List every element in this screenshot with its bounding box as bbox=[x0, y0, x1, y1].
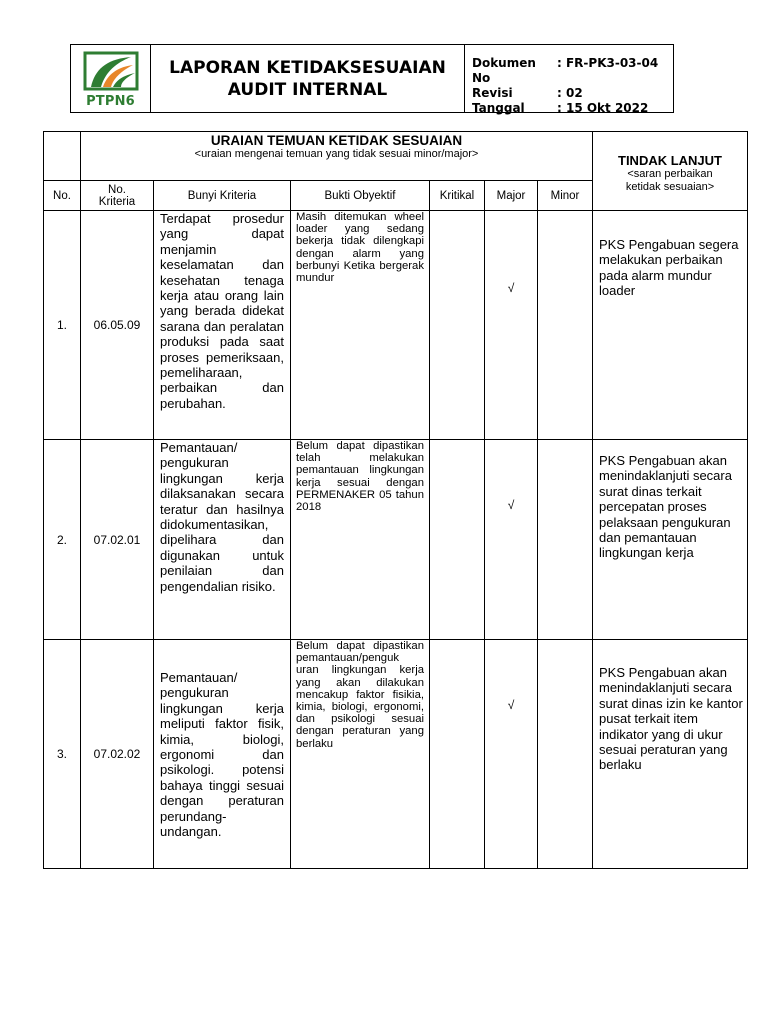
table-row bbox=[44, 640, 748, 869]
document-meta bbox=[465, 45, 673, 115]
tindak-lanjut-sub-2: ketidak sesuaian> bbox=[625, 180, 715, 193]
company-logo bbox=[71, 45, 151, 112]
tindak-lanjut-title: TINDAK LANJUT bbox=[618, 152, 722, 168]
col-header-minor: Minor bbox=[538, 181, 593, 211]
row-bukti-obyektif: Masih ditemukan wheel loader yang sedang bekerja tidak dilengkapi dengan alarm yang berbunyi Ketika bergerak mundur bbox=[291, 211, 430, 440]
meta-label: Dokumen No bbox=[472, 56, 536, 85]
col-header-bunyi: Bunyi Kriteria bbox=[154, 181, 291, 211]
section-header-row bbox=[44, 132, 748, 181]
major-check-mark: √ bbox=[507, 281, 515, 295]
row-bunyi-kriteria: Terdapat prosedur yang dapat menjamin keselamatan dan kesehatan tenaga kerja atau orang lain yang berada didekat sarana dan peralatan produksi pada saat proses pemeriksaan, pemeliharaan, perbaikan dan perubahan. bbox=[154, 211, 291, 440]
meta-label: Tanggal bbox=[472, 101, 525, 115]
tindak-lanjut-sub-1: <saran perbaikan bbox=[627, 167, 713, 180]
row-kriteria: 07.02.01 bbox=[81, 440, 154, 640]
row-tindak-lanjut bbox=[593, 640, 748, 869]
tindak-lanjut-header bbox=[593, 132, 748, 211]
meta-row-revisi bbox=[472, 86, 673, 101]
row-kritikal bbox=[430, 440, 485, 640]
row-major bbox=[485, 640, 538, 869]
row-major bbox=[485, 211, 538, 440]
major-check-mark: √ bbox=[507, 498, 515, 512]
col-header-no: No. bbox=[44, 181, 81, 211]
meta-value: : FR-PK3-03-04 bbox=[557, 56, 659, 70]
meta-value: : 02 bbox=[557, 86, 583, 100]
logo-text: PTPN6 bbox=[86, 93, 135, 109]
row-minor bbox=[538, 211, 593, 440]
row-bukti-obyektif: Belum dapat dipastikan telah melakukan pemantauan lingkungan kerja sesuai dengan PERMENAKER 05 tahun 2018 bbox=[291, 440, 430, 640]
col-header-no-kriteria-1: No. bbox=[108, 183, 126, 196]
row-bukti-obyektif: Belum dapat dipastikan pemantauan/penguk uran lingkungan kerja yang akan dilakukan mencakup faktor fisikia, kimia, biologi, ergonomi, dan psikologi sesuai dengan peraturan yang berlaku bbox=[291, 640, 430, 869]
row-kriteria: 07.02.02 bbox=[81, 640, 154, 869]
section-subtitle: <uraian mengenai temuan yang tidak sesuai minor/major> bbox=[194, 148, 479, 160]
findings-table bbox=[43, 131, 748, 869]
title-line-2: AUDIT INTERNAL bbox=[227, 79, 388, 100]
section-header bbox=[81, 132, 593, 181]
row-kritikal bbox=[430, 640, 485, 869]
col-header-no-kriteria bbox=[81, 181, 154, 211]
col-header-bukti: Bukti Obyektif bbox=[291, 181, 430, 211]
row-bunyi-kriteria: Pemantauan/ pengukuran lingkungan kerja dilaksanakan secara teratur dan hasilnya didokumentasikan, dipelihara dan digunakan untuk penilaian dan pengendalian risiko. bbox=[154, 440, 291, 640]
row-minor bbox=[538, 640, 593, 869]
table-row bbox=[44, 440, 748, 640]
tindak-lanjut-text: PKS Pengabuan akan menindaklanjuti secara surat dinas terkait percepatan proses pelaksaan pengukuran dan pemantauan lingkungan kerja bbox=[599, 453, 732, 561]
col-header-no-kriteria-2: Kriteria bbox=[98, 195, 136, 208]
row-tindak-lanjut bbox=[593, 211, 748, 440]
major-check-mark: √ bbox=[507, 698, 515, 712]
table-row bbox=[44, 211, 748, 440]
ptpn6-logo-icon bbox=[81, 49, 141, 93]
document-header bbox=[70, 44, 674, 113]
title-line-1: LAPORAN KETIDAKSESUAIAN bbox=[169, 57, 446, 78]
row-kriteria: 06.05.09 bbox=[81, 211, 154, 440]
row-number: 1. bbox=[44, 211, 81, 440]
col-header-kritikal: Kritikal bbox=[430, 181, 485, 211]
row-minor bbox=[538, 440, 593, 640]
row-tindak-lanjut bbox=[593, 440, 748, 640]
row-number: 2. bbox=[44, 440, 81, 640]
document-title bbox=[151, 45, 465, 112]
meta-value: : 15 Okt 2022 bbox=[557, 101, 649, 115]
section-title: URAIAN TEMUAN KETIDAK SESUAIAN bbox=[210, 133, 463, 148]
row-major bbox=[485, 440, 538, 640]
row-kritikal bbox=[430, 211, 485, 440]
tindak-lanjut-text: PKS Pengabuan segera melakukan perbaikan pada alarm mundur loader bbox=[599, 237, 739, 299]
col-header-major: Major bbox=[485, 181, 538, 211]
meta-label: Revisi bbox=[472, 86, 513, 100]
bunyi-text: Pemantauan/ pengukuran lingkungan kerja meliputi faktor fisik, kimia, biologi, ergonomi dan psikologi. potensi bahaya tinggi sesuai dengan peraturan perundang-undangan. bbox=[160, 670, 284, 840]
row-bunyi-kriteria bbox=[154, 640, 291, 869]
row-number: 3. bbox=[44, 640, 81, 869]
meta-row-tanggal bbox=[472, 101, 673, 116]
meta-row-dokumen bbox=[472, 56, 673, 86]
blank-corner-cell bbox=[44, 132, 81, 181]
tindak-lanjut-text: PKS Pengabuan akan menindaklanjuti secara surat dinas izin ke kantor pusat terkait item indikator yang di ukur sesuai peraturan yang berlaku bbox=[599, 665, 743, 773]
